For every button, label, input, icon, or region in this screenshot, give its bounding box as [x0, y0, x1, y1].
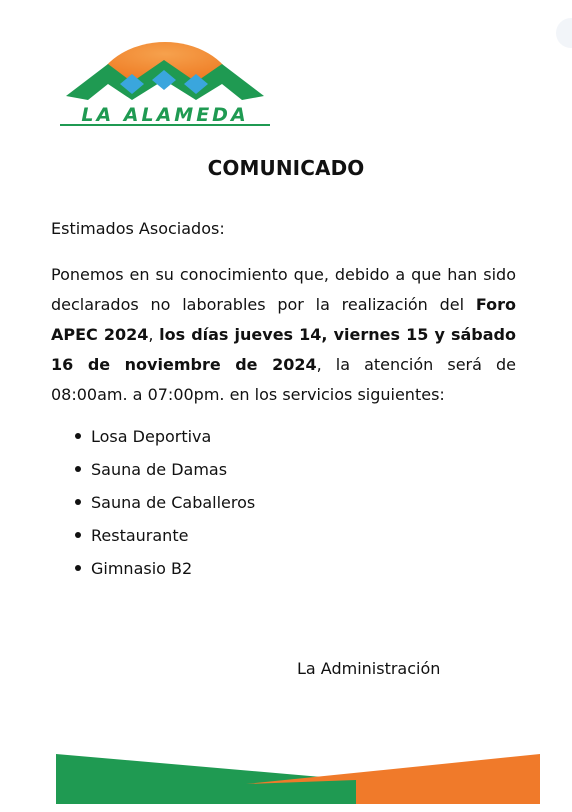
- list-item: [51, 453, 516, 486]
- footer-band: [56, 754, 540, 804]
- body-paragraph: [51, 260, 516, 410]
- page-title: COMUNICADO: [207, 156, 365, 180]
- list-item: [51, 519, 516, 552]
- service-label: Restaurante: [91, 526, 189, 545]
- service-label: Sauna de Damas: [91, 460, 228, 479]
- la-alameda-logo: [56, 24, 274, 130]
- body-text-3: , la atención será de 08:00am. a 07:00pm. en los servicios siguientes:: [51, 355, 516, 404]
- event-name: Foro APEC 2024: [51, 295, 516, 344]
- bullet-icon: [75, 466, 81, 472]
- service-label: Sauna de Caballeros: [91, 493, 256, 512]
- letter-body: [51, 214, 516, 585]
- logo-text: LA ALAMEDA: [81, 104, 249, 126]
- body-text-1: Ponemos en su conocimiento que, debido a que han sido declarados no laborables por la realización del: [51, 265, 516, 314]
- greeting: Estimados Asociados:: [51, 219, 225, 238]
- signature: La Administración: [297, 659, 441, 678]
- services-list: [51, 420, 516, 585]
- event-dates: los días jueves 14, viernes 15 y sábado 16 de noviembre de 2024: [51, 325, 517, 374]
- bullet-icon: [75, 532, 81, 538]
- bullet-icon: [75, 433, 81, 439]
- body-text-2: ,: [148, 325, 160, 344]
- list-item: [51, 486, 516, 519]
- service-label: Gimnasio B2: [91, 559, 193, 578]
- list-item: [51, 420, 516, 453]
- list-item: [51, 552, 516, 585]
- service-label: Losa Deportiva: [91, 427, 212, 446]
- bullet-icon: [75, 499, 81, 505]
- corner-decoration: [556, 18, 572, 48]
- bullet-icon: [75, 565, 81, 571]
